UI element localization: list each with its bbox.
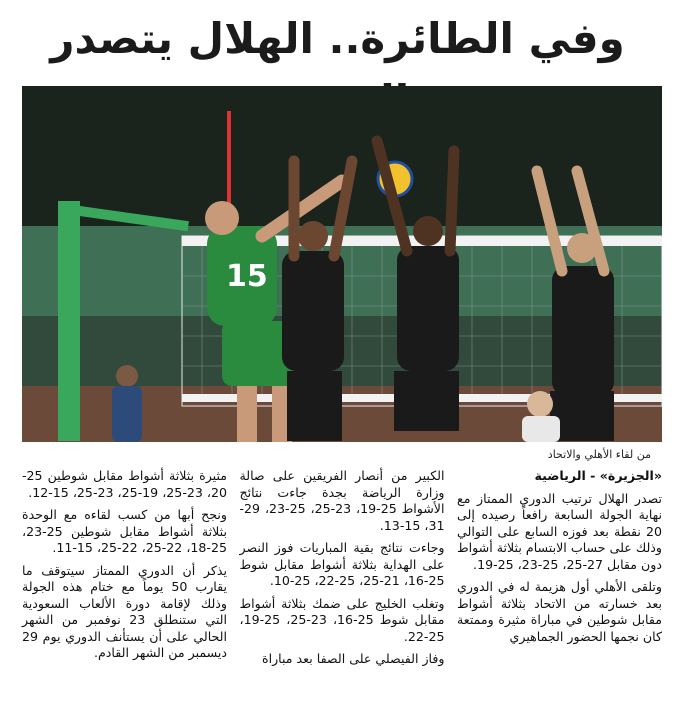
byline: «الجزيرة» - الرياضية (534, 468, 662, 483)
paragraph: يذكر أن الدوري الممتاز سيتوقف ما يقارب 50 يوماً مع ختام هذه الجولة وذلك لإقامة دورة الألعاب السعودية التي ستنطلق 23 نوفمبر من الشهر الحالي على أن يستأنف الدوري يوم 29 ديسمبر من الشهر القادم. (22, 562, 228, 660)
net-post (58, 201, 80, 441)
paragraph: وجاءت نتائج بقية المباريات فوز النصر على الهداية بثلاثة أشواط مقابل شوط 25-16، 21-25، 25-22، 25-10. (239, 540, 445, 588)
article-column-3 (22, 468, 227, 720)
article-photo (22, 86, 662, 442)
paragraph: تصدر الهلال ترتيب الدوري الممتاز مع نهاية الجولة السابعة رافعاً رصيده إلى 20 نقطة بعد فوزه السابع على التوالي وذلك على حساب الابتسام بثلاثة أشواط دون مقابل 27-25، 25-23، 25-19. (457, 490, 662, 572)
photo-caption: من لقاء الأهلي والاتحاد (547, 448, 651, 461)
paragraph: الكبير من أنصار الفريقين على صالة وزارة الرياضة بجدة جاءت نتائج الأشواط 25-19، 23-25، 25-23، 29-31، 15-13. (239, 468, 445, 533)
paragraph: مثيرة بثلاثة أشواط مقابل شوطين 25-20، 23-25، 19-25، 23-25، 15-12. (22, 468, 227, 500)
paragraph: وتلقى الأهلي أول هزيمة له في الدوري بعد خسارته من الاتحاد بثلاثة أشواط مقابل شوطين في مباراة مثيرة وممتعة كان نجمها الحضور الجماهيري (457, 579, 662, 644)
jersey-number: 15 (226, 259, 268, 294)
article-column-2 (240, 468, 445, 720)
paragraph: ونجح أبها من كسب لقاءه مع الوحدة بثلاثة أشواط مقابل شوطين 25-23، 25-18، 22-25، 22-25، 15-11. (22, 507, 227, 555)
paragraph: وفاز الفيصلي على الصفا بعد مباراة (261, 651, 445, 666)
article-column-1 (457, 468, 662, 720)
article-body (22, 468, 662, 720)
paragraph: وتغلب الخليج على ضمك بثلاثة أشواط مقابل شوط 25-16، 23-25، 25-19، 25-22. (239, 595, 445, 644)
article-headline: وفي الطائرة.. الهلال يتصدر (50, 14, 625, 63)
